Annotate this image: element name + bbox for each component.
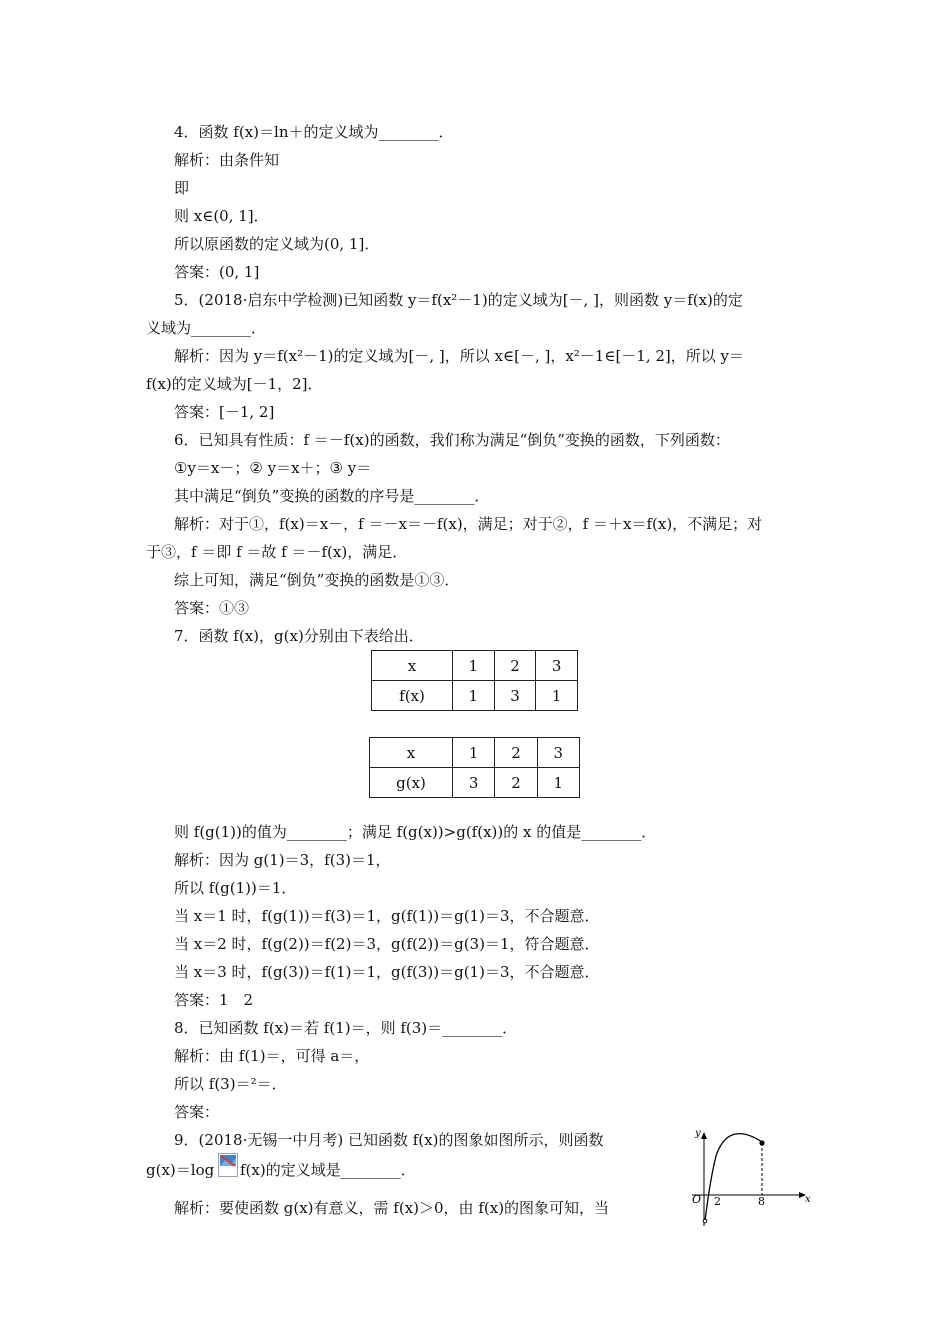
q6-options: ①y＝x－；② y＝x＋；③ y＝ [174,459,372,477]
table-cell: f(x) [372,681,453,711]
q6-conclusion: 综上可知，满足“倒负”变换的函数是①③． [174,571,460,589]
q6-question: 其中满足“倒负”变换的函数的序号是________． [174,487,490,505]
q4-answer: 答案：(0, 1] [174,263,260,281]
q5-text-cont: 义域为________． [146,319,267,337]
y-axis-label: y [695,1128,701,1139]
q8-step: 所以 f(3)＝²＝． [174,1075,287,1093]
q8-text: 8．已知函数 f(x)＝若 f(1)＝，则 f(3)＝________． [174,1019,518,1037]
q8-answer: 答案： [174,1103,220,1121]
q7-question: 则 f(g(1))的值为________；满足 f(g(x))>g(f(x))的 x 的值是________． [174,823,657,841]
tick-label-8: 8 [758,1195,765,1208]
table-cell: x [370,738,453,768]
q6-analysis-cont: 于③，f ＝即 f ＝故 f ＝－f(x)，满足． [146,543,408,561]
q4-step: 所以原函数的定义域为(0, 1]． [174,235,380,253]
table-cell: 1 [453,738,495,768]
table-cell: 1 [453,651,495,681]
q5-answer: 答案：[－1, 2] [174,403,275,421]
origin-label: O [692,1193,702,1206]
table-g [369,737,580,798]
table-cell: 1 [536,681,578,711]
tick-label-2: 2 [714,1195,721,1208]
q9-text: 9．(2018·无锡一中月考) 已知函数 f(x)的图象如图所示，则函数 [174,1131,604,1149]
q9-text-cont-a: g(x)＝log [146,1161,215,1179]
table-cell: 2 [495,738,537,768]
q5-text: 5．(2018·启东中学检测)已知函数 y＝f(x²－1)的定义域为[－, ]，则函数 y＝f(x)的定 [174,291,743,309]
table-cell: 3 [537,738,579,768]
table-cell: 1 [453,681,495,711]
table-cell: 3 [453,768,495,798]
q8-analysis: 解析：由 f(1)＝，可得 a＝， [174,1047,370,1065]
q7-step: 当 x＝1 时，f(g(1))＝f(3)＝1，g(f(1))＝g(1)＝3，不合题意． [174,907,600,925]
q7-answer: 答案：1 2 [174,991,254,1009]
table-cell: 1 [537,768,579,798]
table-f [371,650,578,711]
q6-text: 6．已知具有性质：f ＝－f(x)的函数，我们称为满足“倒负”变换的函数，下列函数： [174,431,730,449]
q9-text-cont-b: f(x)的定义域是________． [240,1161,416,1179]
function-graph [688,1122,812,1228]
y-axis-arrow [701,1132,707,1139]
q9-analysis: 解析：要使函数 g(x)有意义，需 f(x)＞0，由 f(x)的图象可知，当 [174,1199,610,1217]
table-cell: 2 [495,768,537,798]
q5-analysis: 解析：因为 y＝f(x²－1)的定义域为[－, ]，所以 x∈[－, ]，x²－1∈[－1, 2]，所以 y＝ [174,347,745,365]
curve-open-endpoint [703,1219,707,1223]
q4-analysis: 解析：由条件知 [174,151,280,169]
table-cell: 2 [494,651,536,681]
q7-step: 当 x＝2 时，f(g(2))＝f(2)＝3，g(f(2))＝g(3)＝1，符合题意． [174,935,600,953]
q4-step: 则 x∈(0, 1]． [174,207,269,225]
q4-step: 即 [174,179,190,197]
q6-answer: 答案：①③ [174,599,250,617]
q7-step: 所以 f(g(1))＝1． [174,879,297,897]
table-cell: x [372,651,453,681]
broken-image-icon [218,1153,238,1177]
q7-analysis: 解析：因为 g(1)＝3，f(3)＝1， [174,851,391,869]
q7-step: 当 x＝3 时，f(g(3))＝f(1)＝1，g(f(3))＝g(1)＝3，不合题意． [174,963,600,981]
table-cell: 3 [536,651,578,681]
table-cell: g(x) [370,768,453,798]
q6-analysis: 解析：对于①，f(x)＝x－，f ＝－x＝－f(x)，满足；对于②，f ＝＋x＝f(x)，不满足；对 [174,515,763,533]
q7-text: 7．函数 f(x)，g(x)分别由下表给出． [174,627,424,645]
q4-text: 4．函数 f(x)＝ln＋的定义域为________． [174,123,454,141]
q5-analysis-cont: f(x)的定义域为[－1，2]． [146,375,323,393]
x-axis-label: x [805,1194,811,1205]
table-cell: 3 [494,681,536,711]
